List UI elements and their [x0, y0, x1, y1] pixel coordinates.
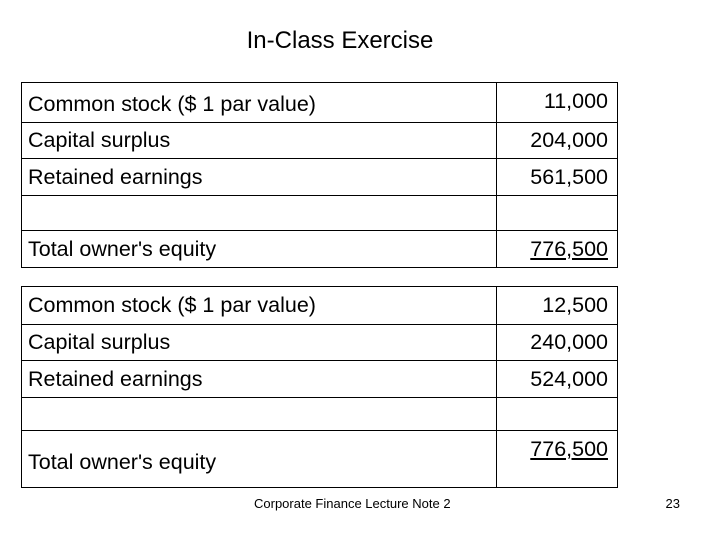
table-row [22, 431, 618, 488]
row-value: 561,500 [497, 159, 618, 196]
row-value [497, 398, 618, 431]
row-label: Total owner's equity [22, 431, 497, 488]
table-row [22, 231, 618, 268]
row-label: Capital surplus [22, 325, 497, 361]
row-label: Capital surplus [22, 123, 497, 159]
row-value: 11,000 [497, 83, 618, 123]
row-value: 12,500 [497, 287, 618, 325]
table-row [22, 325, 618, 361]
row-label: Total owner's equity [22, 231, 497, 268]
table-row [22, 196, 618, 231]
table-row [22, 287, 618, 325]
slide-title: In-Class Exercise [246, 27, 434, 54]
table-row [22, 361, 618, 398]
page-number: 23 [665, 496, 680, 511]
equity-table-before [21, 82, 618, 268]
total-value: 776,500 [497, 431, 618, 488]
row-value: 524,000 [497, 361, 618, 398]
row-label: Common stock ($ 1 par value) [22, 83, 497, 123]
table-row [22, 123, 618, 159]
table-row [22, 83, 618, 123]
row-value: 204,000 [497, 123, 618, 159]
row-value [497, 196, 618, 231]
equity-table-after [21, 286, 618, 488]
row-label [22, 196, 497, 231]
row-label: Retained earnings [22, 361, 497, 398]
table-row [22, 398, 618, 431]
total-value: 776,500 [497, 231, 618, 268]
footer-text: Corporate Finance Lecture Note 2 [254, 496, 451, 511]
row-label: Common stock ($ 1 par value) [22, 287, 497, 325]
row-value: 240,000 [497, 325, 618, 361]
row-label: Retained earnings [22, 159, 497, 196]
row-label [22, 398, 497, 431]
table-row [22, 159, 618, 196]
